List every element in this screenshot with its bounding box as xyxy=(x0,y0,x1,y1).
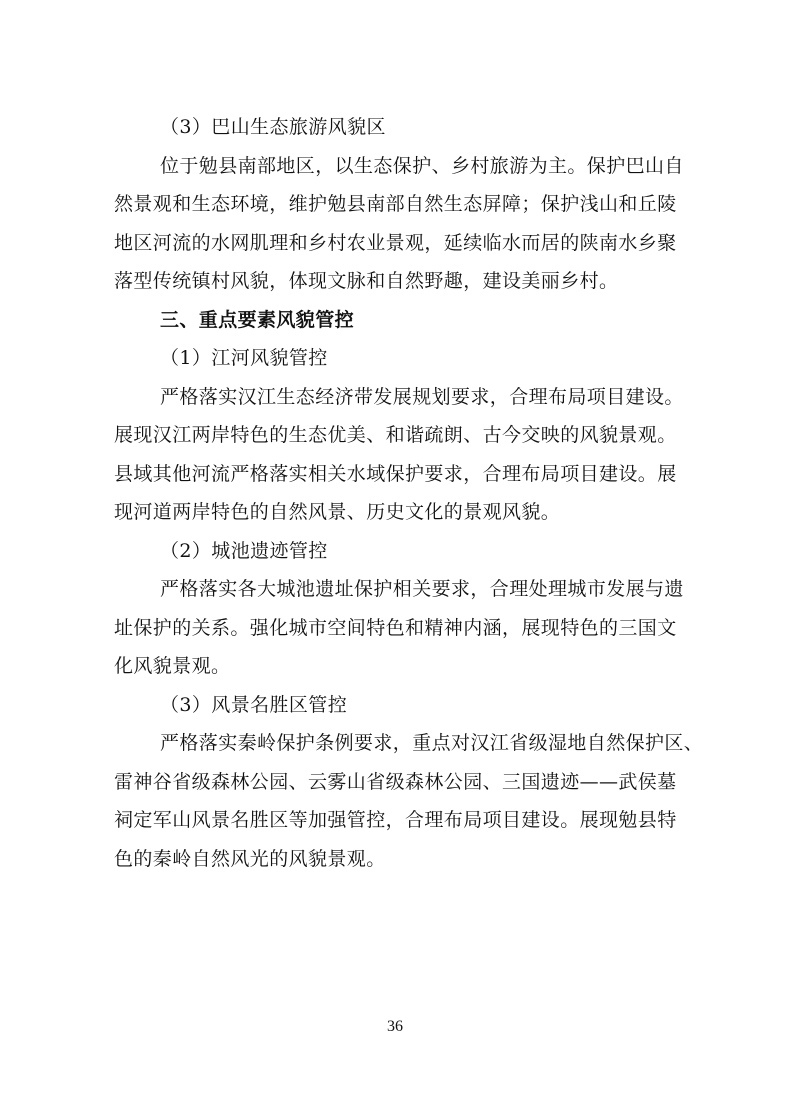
paragraph-line: 位于勉县南部地区，以生态保护、乡村旅游为主。保护巴山自 xyxy=(160,154,684,177)
paragraph-line: 落型传统镇村风貌，体现文脉和自然野趣，建设美丽乡村。 xyxy=(114,270,619,292)
paragraph-line: 雷神谷省级森林公园、云雾山省级森林公园、三国遗迹——武侯墓 xyxy=(114,770,677,793)
paragraph-line: 址保护的关系。强化城市空间特色和精神内涵，展现特色的三国文 xyxy=(114,616,677,639)
subsection-heading-river: （1）江河风貌管控 xyxy=(160,347,328,369)
paragraph-line: 然景观和生态环境，维护勉县南部自然生态屏障；保护浅山和丘陵 xyxy=(114,193,677,215)
section-heading-key-elements: 三、重点要素风貌管控 xyxy=(160,308,355,331)
subsection-heading-bashan: （3）巴山生态旅游风貌区 xyxy=(160,116,386,138)
paragraph-line: 严格落实各大城池遗址保护相关要求，合理处理城市发展与遗 xyxy=(160,578,684,600)
paragraph-line: 化风貌景观。 xyxy=(114,655,231,677)
paragraph-line: 县域其他河流严格落实相关水域保护要求，合理布局项目建设。展 xyxy=(114,462,677,485)
paragraph-line: 色的秦岭自然风光的风貌景观。 xyxy=(114,847,386,870)
paragraph-line: 展现汉江两岸特色的生态优美、和谐疏朗、古今交映的风貌景观。 xyxy=(114,424,677,446)
paragraph-line: 地区河流的水网肌理和乡村农业景观，延续临水而居的陕南水乡聚 xyxy=(114,231,677,254)
subsection-heading-city-ruins: （2）城池遗迹管控 xyxy=(160,539,328,562)
paragraph-line: 严格落实汉江生态经济带发展规划要求，合理布局项目建设。 xyxy=(160,385,684,408)
page-number: 36 xyxy=(387,1018,403,1035)
paragraph-line: 祠定军山风景名胜区等加强管控，合理布局项目建设。展现勉县特 xyxy=(114,809,677,831)
subsection-heading-scenic-area: （3）风景名胜区管控 xyxy=(160,693,348,716)
document-body xyxy=(114,108,704,878)
paragraph-line: 严格落实秦岭保护条例要求，重点对汉江省级湿地自然保护区、 xyxy=(160,732,704,754)
paragraph-line: 现河道两岸特色的自然风景、历史文化的景观风貌。 xyxy=(114,501,561,523)
